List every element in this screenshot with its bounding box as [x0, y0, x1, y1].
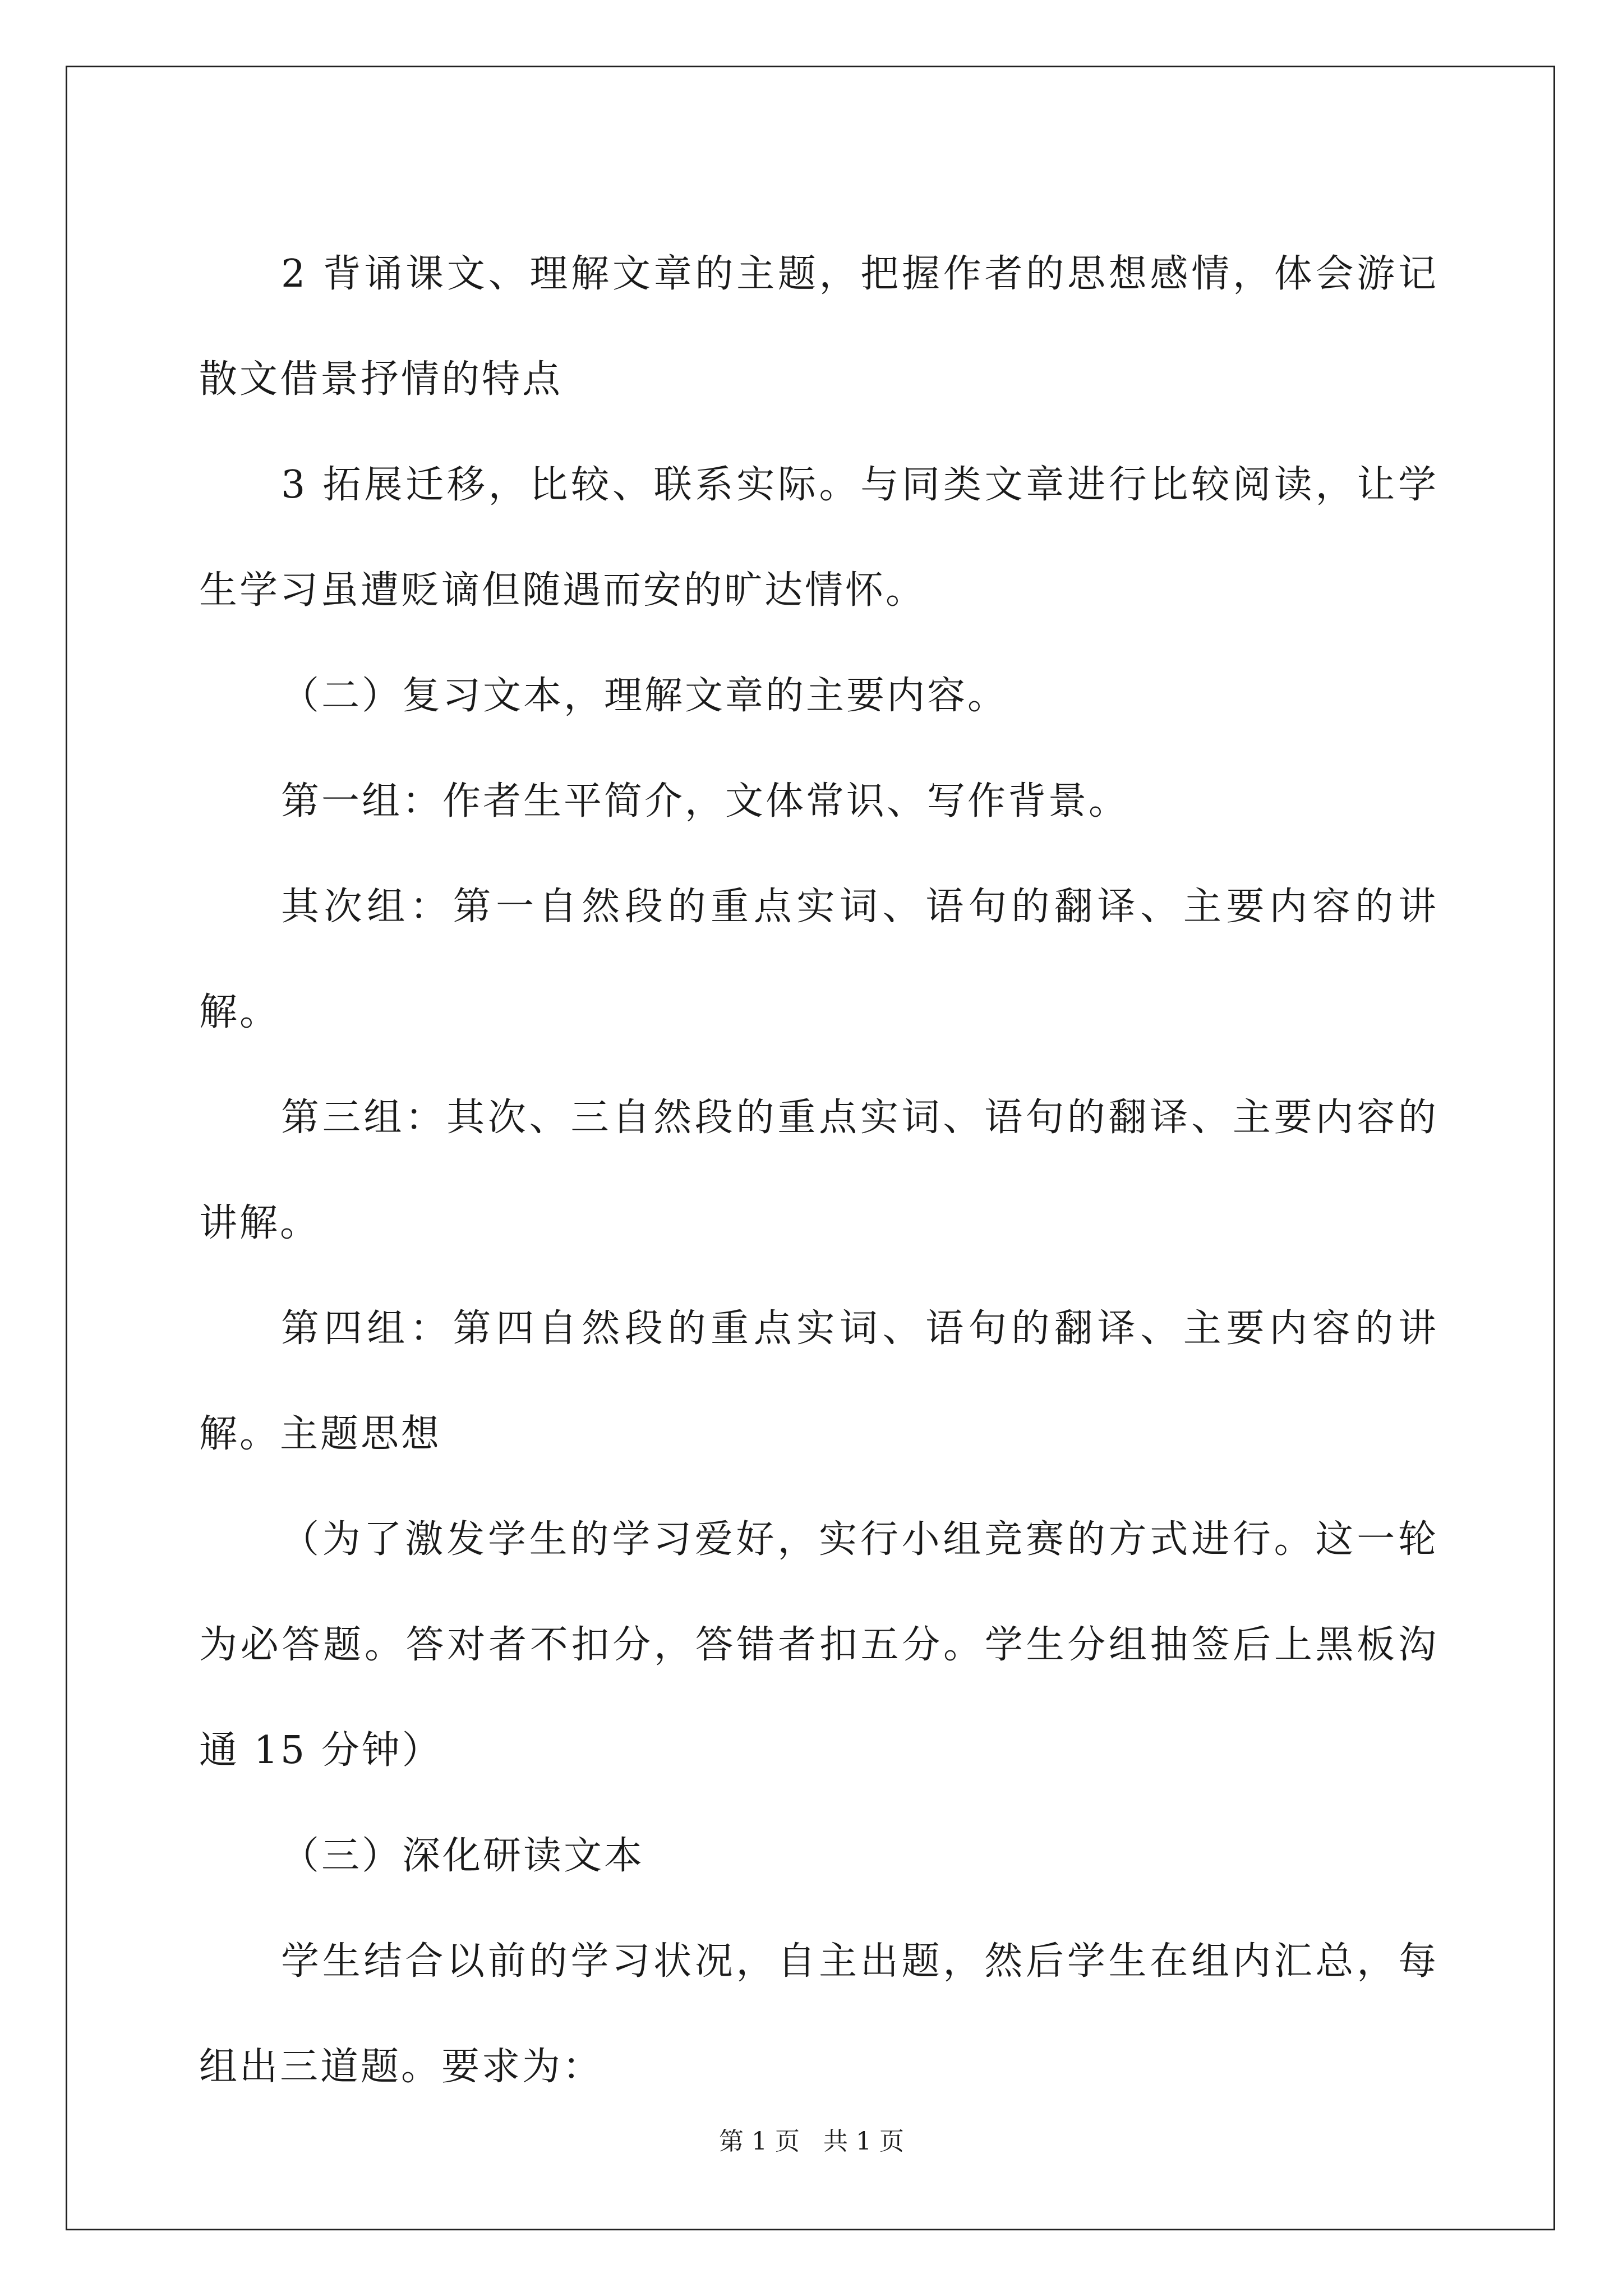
- paragraph: （二）复习文本，理解文章的主要内容。: [281, 674, 1008, 718]
- paragraph: 第一组：作者生平简介，文体常识、写作背景。: [281, 779, 1129, 823]
- paragraph: （三）深化研读文本: [281, 1834, 645, 1878]
- paragraph: 3 拓展迁移，比较、联系实际。与同类文章进行比较阅读，让学生学习虽遭贬谪但随遇而安的旷达情怀。: [199, 463, 1438, 613]
- paragraph: （为了激发学生的学习爱好，实行小组竞赛的方式进行。这一轮为必答题。答对者不扣分，答错者扣五分。学生分组抽签后上黑板沟通 15 分钟）: [199, 1517, 1438, 1773]
- document-body: [199, 222, 1438, 2120]
- paragraph: 2 背诵课文、理解文章的主题，把握作者的思想感情，体会游记散文借景抒情的特点: [199, 252, 1438, 402]
- paragraph: 其次组：第一自然段的重点实词、语句的翻译、主要内容的讲解。: [199, 885, 1438, 1034]
- page-number-footer: 第 1 页 共 1 页: [719, 2127, 904, 2156]
- paragraph: 学生结合以前的学习状况，自主出题，然后学生在组内汇总，每组出三道题。要求为：: [199, 1939, 1438, 2089]
- paragraph: 第三组：其次、三自然段的重点实词、语句的翻译、主要内容的讲解。: [199, 1096, 1438, 1245]
- paragraph: 第四组：第四自然段的重点实词、语句的翻译、主要内容的讲解。主题思想: [199, 1306, 1438, 1456]
